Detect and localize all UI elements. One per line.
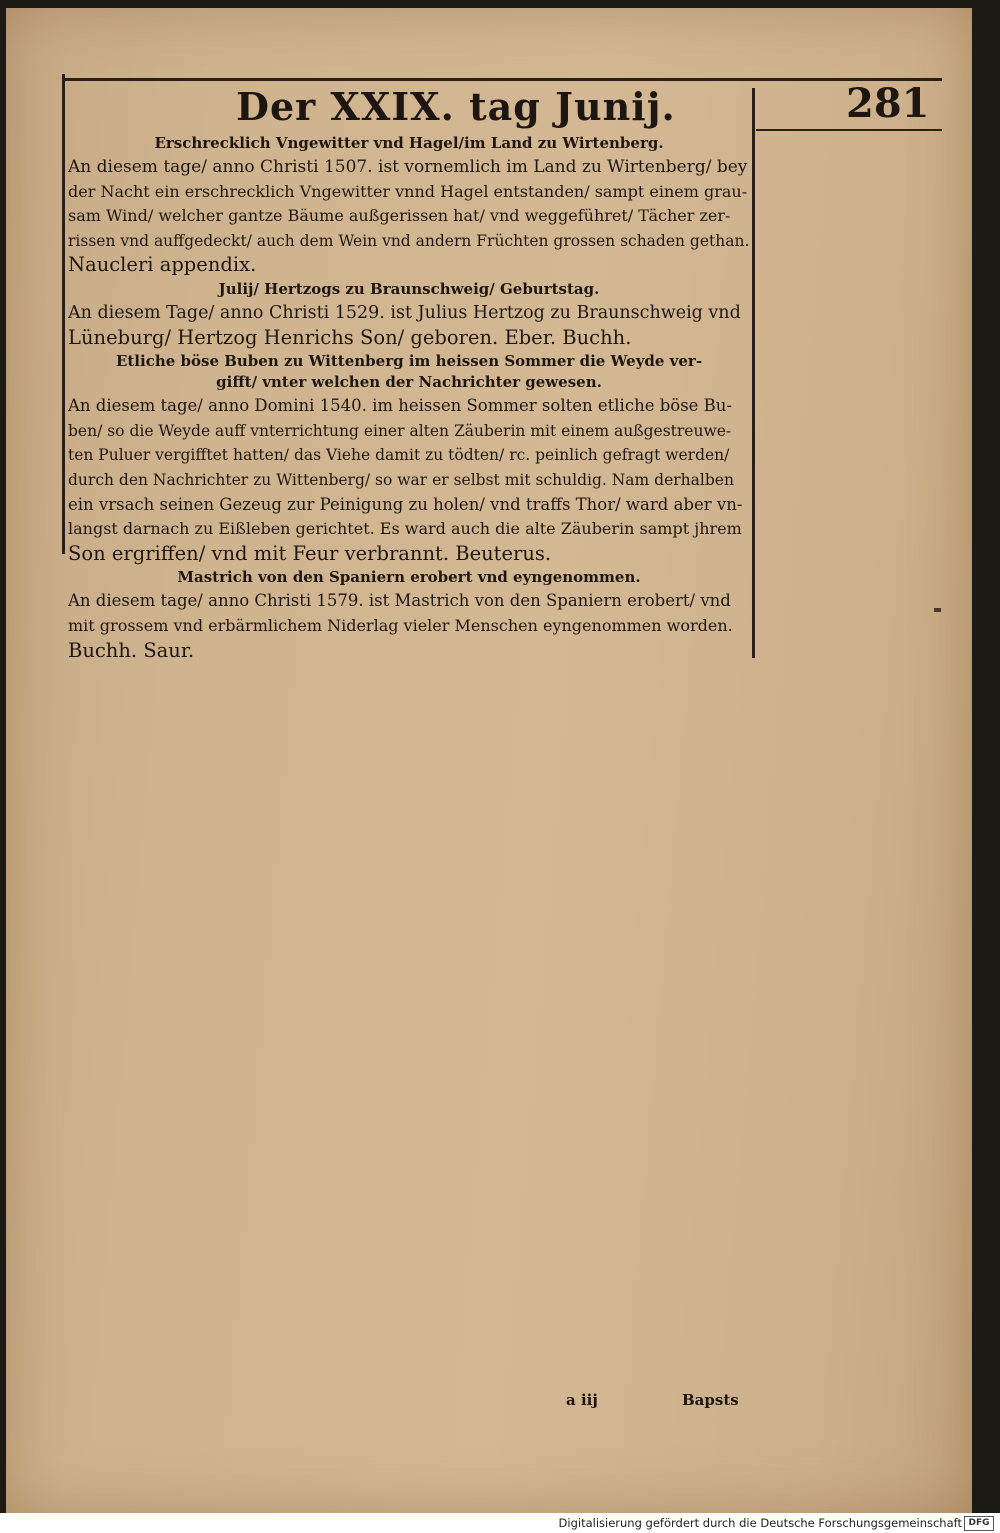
book-page — [6, 8, 972, 1513]
text-line: Lüneburg/ Hertzog Henrichs Son/ geboren. Eber. Buchh. — [68, 325, 632, 349]
catchword: Bapsts — [682, 1391, 739, 1409]
text-line: Son ergriffen/ vnd mit Feur verbrannt. Beuterus. — [68, 541, 552, 565]
entry-section — [68, 280, 750, 350]
frame-rule-margin — [756, 129, 942, 131]
text-line: An diesem tage/ anno Christi 1579. ist Mastrich von den Spaniern erobert/ vnd — [68, 591, 731, 611]
text-line: ben/ so die Weyde auff vnterrichtung einer alten Zäuberin mit einem außgestreuwe- — [68, 421, 732, 440]
text-line: An diesem tage/ anno Christi 1507. ist vornemlich im Land zu Wirtenberg/ bey — [68, 157, 748, 177]
entry-heading: Erschrecklich Vngewitter vnd Hagel/im Land zu Wirtenberg. — [154, 134, 664, 152]
text-line: An diesem Tage/ anno Christi 1529. ist Julius Hertzog zu Braunschweig vnd — [68, 302, 741, 323]
page-number: 281 — [846, 80, 930, 127]
funding-credit: Digitalisierung gefördert durch die Deutsche Forschungsgemeinschaft — [558, 1516, 962, 1530]
signature-mark: a iij — [566, 1391, 598, 1409]
text-line: mit grossem vnd erbärmlichem Niderlag vieler Menschen eyngenommen worden. — [68, 615, 733, 635]
entry-heading: Etliche böse Buben zu Wittenberg im heissen Sommer die Weyde ver- — [115, 352, 703, 371]
text-line: ten Puluer vergifftet hatten/ das Viehe damit zu tödten/ rc. peinlich gefragt werden/ — [68, 446, 730, 465]
entry-heading: Mastrich von den Spaniern erobert vnd eyngenommen. — [177, 568, 641, 587]
text-block — [68, 132, 750, 663]
footer-bar — [0, 1513, 1000, 1533]
entry-paragraph — [68, 301, 750, 350]
text-line: An diesem tage/ anno Domini 1540. im heissen Sommer solten etliche böse Bu- — [68, 396, 733, 416]
margin-blot — [934, 608, 941, 612]
text-line: ein vrsach seinen Gezeug zur Peinigung zu holen/ vnd traffs Thor/ ward aber vn- — [68, 494, 743, 514]
text-line: sam Wind/ welcher gantze Bäume außgerissen hat/ vnd weggeführet/ Tächer zer- — [68, 206, 731, 226]
entry-paragraph — [68, 155, 750, 278]
text-line: durch den Nachrichter zu Wittenberg/ so war er selbst mit schuldig. Nam derhalben — [68, 470, 734, 489]
entry-section — [68, 134, 750, 278]
dfg-logo: DFG — [964, 1516, 994, 1531]
entry-section — [68, 352, 750, 566]
frame-rule-right — [752, 88, 755, 658]
entry-paragraph — [68, 394, 750, 566]
text-line: langst darnach zu Eißleben gerichtet. Es ward auch die alte Zäuberin sampt jhrem — [68, 519, 742, 539]
frame-rule-top — [62, 78, 942, 81]
page-title: Der XXIX. tag Junij. — [236, 84, 676, 129]
entry-paragraph — [68, 589, 750, 663]
text-line: der Nacht ein erschrecklich Vngewitter vnnd Hagel entstanden/ sampt einem grau- — [68, 181, 748, 201]
running-header — [66, 82, 752, 128]
entry-heading: Julij/ Hertzogs zu Braunschweig/ Geburtstag. — [218, 279, 600, 298]
text-line: Naucleri appendix. — [68, 253, 257, 277]
entry-heading: gifft/ vnter welchen der Nachrichter gewesen. — [216, 373, 602, 392]
frame-rule-left — [62, 74, 65, 554]
text-line: rissen vnd auffgedeckt/ auch dem Wein vnd andern Früchten grossen schaden gethan. — [68, 231, 750, 250]
text-line: Buchh. Saur. — [68, 638, 195, 662]
entry-section — [68, 568, 750, 663]
